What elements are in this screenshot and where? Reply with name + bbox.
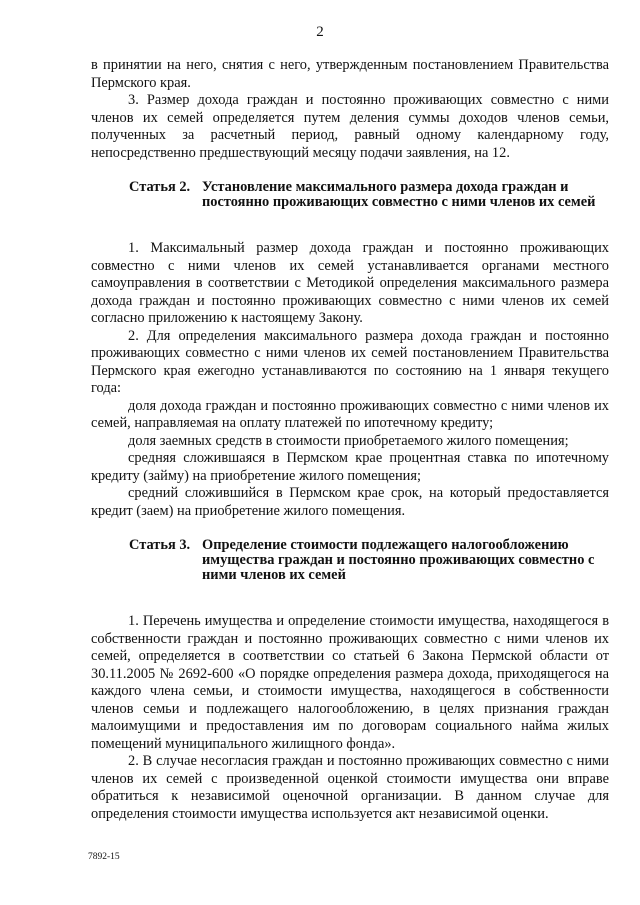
article-3-paragraph-1: 1. Перечень имущества и определение стоимости имущества, находящегося в собственности граждан и постоянно проживающих совместно с ними членов их семей, определяется в соответствии со статьей 6 Закона Пермской области от 30.11.2005 № 2692-600 «О порядке определения размера дохода, приходящегося на каждого члена семьи, и стоимости имущества, находящегося в собственности членов семьи и подлежащего налогообложению, в целях признания граждан малоимущими и предоставления им по договорам социального найма жилых помещений муниципального жилищного фонда». [91, 613, 609, 752]
article-3-title: Определение стоимости подлежащего налогообложению имущества граждан и постоянно проживающих совместно с ними членов их семей [202, 537, 595, 583]
article-3-paragraph-2: 2. В случае несогласия граждан и постоянно проживающих совместно с ними членов их семей с произведенной оценкой стоимости имущества они вправе обратиться к независимой оценочной организации. В данном случае для определения стоимости имущества используется акт независимой оценки. [91, 753, 609, 822]
article-2-list-item: средняя сложившаяся в Пермском крае процентная ставка по ипотечному кредиту (займу) на приобретение жилого помещения; [91, 450, 609, 484]
article-2-list-item: доля дохода граждан и постоянно проживающих совместно с ними членов их семей, направляемая на оплату платежей по ипотечному кредиту; [91, 397, 609, 431]
article-2-heading [129, 180, 609, 210]
article-2-list-item: средний сложившийся в Пермском крае срок, на который предоставляется кредит (заем) на приобретение жилого помещения. [91, 485, 609, 519]
document-body [91, 57, 609, 823]
paragraph-continuation: в принятии на него, снятия с него, утвержденным постановлением Правительства Пермского края. [91, 57, 609, 91]
paragraph-item-3: 3. Размер дохода граждан и постоянно проживающих совместно с ними членов их семей определяется путем деления суммы доходов членов семьи, полученных за расчетный период, равный одному календарному году, непосредственно предшествующий месяцу подачи заявления, на 12. [91, 92, 609, 161]
article-3-label: Статья 3. [129, 537, 191, 553]
page-number: 2 [316, 24, 324, 40]
document-code: 7892-15 [88, 852, 120, 862]
article-2-title: Установление максимального размера дохода граждан и постоянно проживающих совместно с ними членов их семей [202, 179, 596, 210]
article-2-label: Статья 2. [129, 179, 191, 195]
article-3-heading [129, 538, 609, 583]
article-2-list-item: доля заемных средств в стоимости приобретаемого жилого помещения; [128, 432, 569, 449]
article-2-paragraph-2: 2. Для определения максимального размера дохода граждан и постоянно проживающих совместно с ними членов их семей постановлением Правительства Пермского края ежегодно устанавливаются по состоянию на 1 января текущего года: [91, 327, 609, 396]
article-2-paragraph-1: 1. Максимальный размер дохода граждан и постоянно проживающих совместно с ними членов их семей устанавливается органами местного самоуправления в соответствии с Методикой определения максимального размера дохода граждан и постоянно проживающих совместно с ними членов их семей согласно приложению к настоящему Закону. [91, 240, 609, 326]
